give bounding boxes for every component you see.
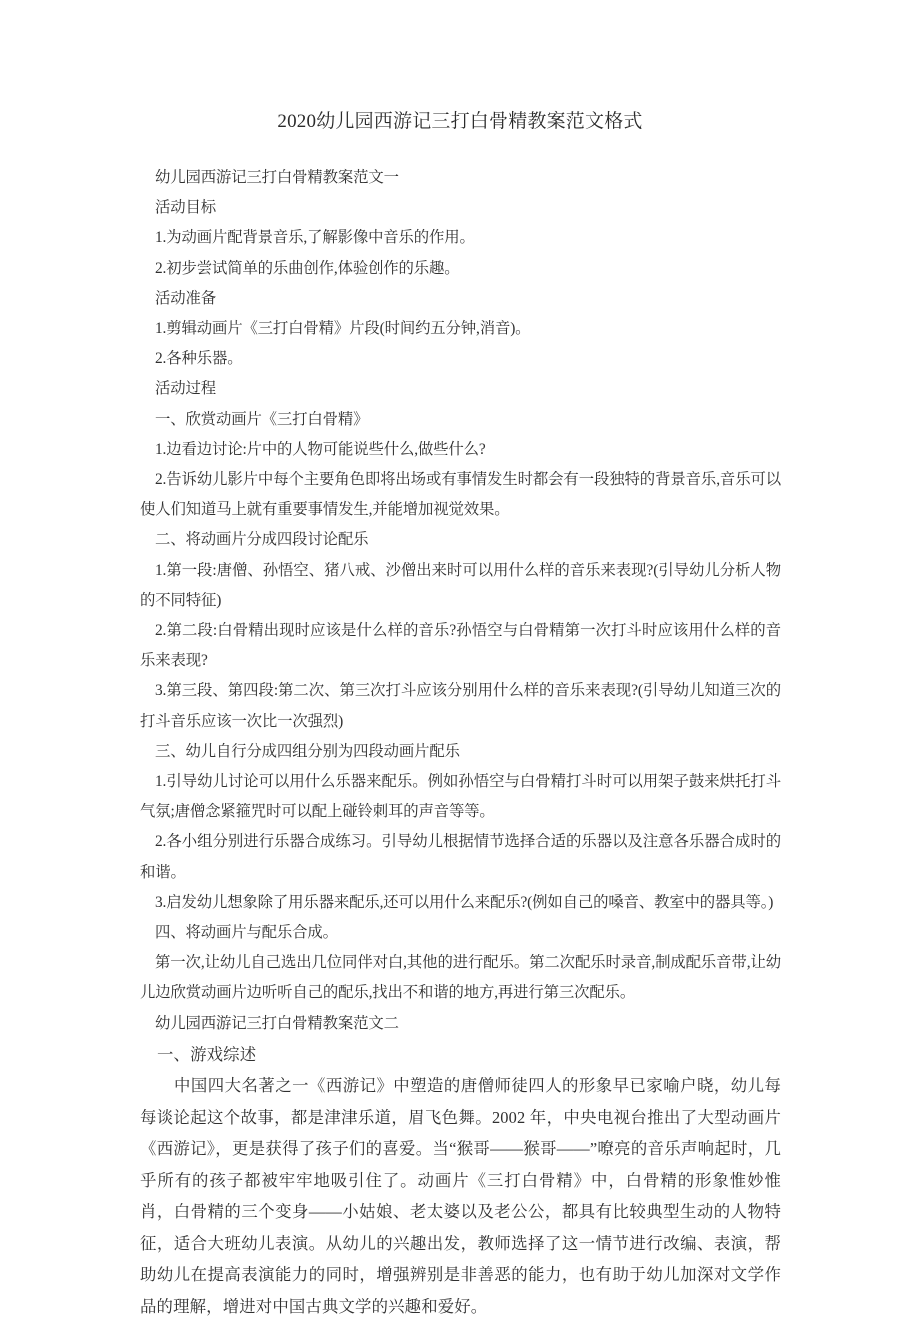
- preparation-item-2: 2.各种乐器。: [155, 350, 243, 368]
- process-heading: 活动过程: [155, 380, 216, 398]
- overview-heading: 一、游戏综述: [157, 1044, 257, 1064]
- step-2-heading: 二、将动画片分成四段讨论配乐: [155, 531, 369, 549]
- step-2-item-3: 3.第三段、第四段:第二次、第三次打斗应该分别用什么样的音乐来表现?(引导幼儿知道三次的打斗音乐应该一次比一次强烈): [140, 682, 781, 730]
- step-2-item-1: 1.第一段:唐僧、孙悟空、猪八戒、沙僧出来时可以用什么样的音乐来表现?(引导幼儿分析人物的不同特征): [140, 561, 781, 609]
- objective-item-1: 1.为动画片配背景音乐,了解影像中音乐的作用。: [155, 229, 475, 247]
- step-3-item-2: 2.各小组分别进行乐器合成练习。引导幼儿根据情节选择合适的乐器以及注意各乐器合成时的和谐。: [140, 833, 781, 881]
- step-3-heading: 三、幼儿自行分成四组分别为四段动画片配乐: [155, 742, 460, 760]
- step-2-item-2: 2.第二段:白骨精出现时应该是什么样的音乐?孙悟空与白骨精第一次打斗时应该用什么样的音乐来表现?: [140, 622, 781, 670]
- section-one: [140, 163, 781, 1039]
- step-4-body: 第一次,让幼儿自己选出几位同伴对白,其他的进行配乐。第二次配乐时录音,制成配乐音带,让幼儿边欣赏动画片边听听自己的配乐,找出不和谐的地方,再进行第三次配乐。: [140, 954, 781, 1002]
- preparation-item-1: 1.剪辑动画片《三打白骨精》片段(时间约五分钟,消音)。: [155, 320, 531, 338]
- step-4-heading: 四、将动画片与配乐合成。: [155, 924, 338, 942]
- section-two: [140, 1039, 781, 1322]
- step-1-item-1: 1.边看边讨论:片中的人物可能说些什么,做些什么?: [155, 440, 486, 458]
- page-title: 2020幼儿园西游记三打白骨精教案范文格式: [277, 111, 643, 132]
- document-body: [140, 163, 781, 1322]
- objective-item-2: 2.初步尝试简单的乐曲创作,体验创作的乐趣。: [155, 259, 460, 277]
- section-one-heading: 幼儿园西游记三打白骨精教案范文一: [155, 169, 399, 186]
- overview-body: 中国四大名著之一《西游记》中塑造的唐僧师徒四人的形象早已家喻户晓，幼儿每每谈论起这个故事，都是津津乐道，眉飞色舞。2002 年，中央电视台推出了大型动画片《西游记》，更是获得了孩子们的喜爱。当“猴哥——猴哥——”嘹亮的音乐声响起时，几乎所有的孩子都被牢牢地吸引住了。动画片《三打白骨精》中，白骨精的形象惟妙惟肖，白骨精的三个变身——小姑娘、老太婆以及老公公，都具有比较典型生动的人物特征，适合大班幼儿表演。从幼儿的兴趣出发，教师选择了这一情节进行改编、表演，帮助幼儿在提高表演能力的同时，增强辨别是非善恶的能力，也有助于幼儿加深对文学作品的理解，增进对中国古典文学的兴趣和爱好。: [140, 1076, 781, 1316]
- objectives-heading: 活动目标: [155, 199, 216, 217]
- section-two-heading: 幼儿园西游记三打白骨精教案范文二: [155, 1014, 399, 1032]
- step-3-item-3: 3.启发幼儿想象除了用乐器来配乐,还可以用什么来配乐?(例如自己的嗓音、教室中的器具等。): [155, 893, 774, 911]
- preparation-heading: 活动准备: [155, 289, 216, 307]
- step-1-item-2: 2.告诉幼儿影片中每个主要角色即将出场或有事情发生时都会有一段独特的背景音乐,音乐可以使人们知道马上就有重要事情发生,并能增加视觉效果。: [140, 471, 781, 519]
- step-3-item-1: 1.引导幼儿讨论可以用什么乐器来配乐。例如孙悟空与白骨精打斗时可以用架子鼓来烘托打斗气氛;唐僧念紧箍咒时可以配上碰铃刺耳的声音等等。: [140, 773, 781, 821]
- step-1-heading: 一、欣赏动画片《三打白骨精》: [155, 410, 369, 428]
